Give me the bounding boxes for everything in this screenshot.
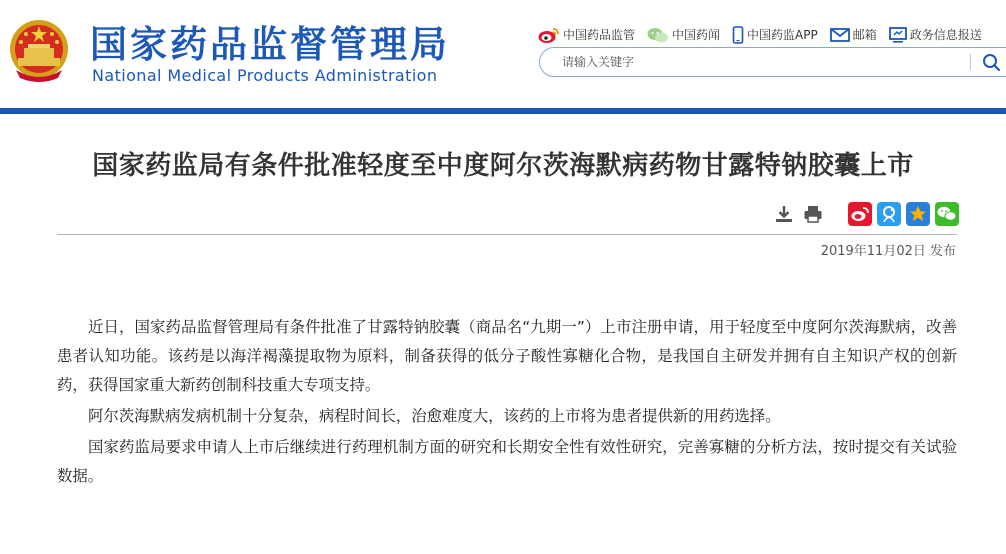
print-icon [803,204,823,224]
star-icon [908,204,928,224]
link-weibo-label: 中国药品监管 [563,28,636,42]
site-header [0,0,1006,110]
print-button[interactable] [801,202,825,226]
header-accent-bar [0,108,1006,114]
article-paragraph: 近日，国家药品监督管理局有条件批准了甘露特钠胶囊（商品名“九期一”）上市注册申请，用于轻度至中度阿尔茨海默病，改善患者认知功能。该药是以海洋褐藻提取物为原料，制备获得的低分子酸性寡糖化合物，是我国自主研发并拥有自主知识产权的创新药，获得国家重大新药创制科技重大专项支持。 [57,318,957,394]
publish-date: 2019年11月02日 发布 [820,244,956,259]
share-qzone-button[interactable] [877,202,901,226]
search-box [539,47,1006,77]
national-emblem-icon[interactable] [8,18,70,84]
link-mail-label: 邮箱 [852,28,877,42]
search-icon[interactable] [980,51,1002,73]
top-links [538,24,982,46]
site-title-en[interactable]: National Medical Products Administration [92,66,438,85]
download-icon [774,204,794,224]
download-button[interactable] [772,202,796,226]
article-title: 国家药监局有条件批准轻度至中度阿尔茨海默病药物甘露特钠胶囊上市 [92,151,914,181]
link-wechat[interactable] [647,24,720,46]
link-weibo[interactable] [538,24,635,46]
report-icon [889,27,907,43]
article-paragraph: 阿尔茨海默病发病机制十分复杂，病程时间长，治愈难度大，该药的上市将为患者提供新的用药选择。 [88,407,781,425]
link-app[interactable] [732,24,818,46]
link-report-label: 政务信息报送 [909,28,982,42]
site-title-cn[interactable]: 国家药品监督管理局 [90,23,450,66]
link-mail[interactable] [830,24,877,46]
share-favorite-button[interactable] [906,202,930,226]
article-paragraph: 国家药监局要求申请人上市后继续进行药理机制方面的研究和长期安全性有效性研究，完善寡糖的分析方法，按时提交有关试验数据。 [57,438,957,485]
weibo-share-icon [850,205,870,223]
weibo-icon [538,26,560,44]
search-separator [970,54,971,70]
phone-icon [732,26,744,44]
title-divider [57,234,957,235]
link-wechat-label: 中国药闻 [672,28,721,42]
qzone-share-icon [879,204,899,224]
mail-icon [830,27,850,43]
article-toolbar [772,202,959,226]
link-report[interactable] [889,24,982,46]
article-body [57,313,957,493]
wechat-icon [647,26,669,44]
share-weibo-button[interactable] [848,202,872,226]
wechat-share-icon [936,204,958,224]
link-app-label: 中国药监APP [747,28,818,42]
share-wechat-button[interactable] [935,202,959,226]
search-input[interactable] [562,53,982,71]
